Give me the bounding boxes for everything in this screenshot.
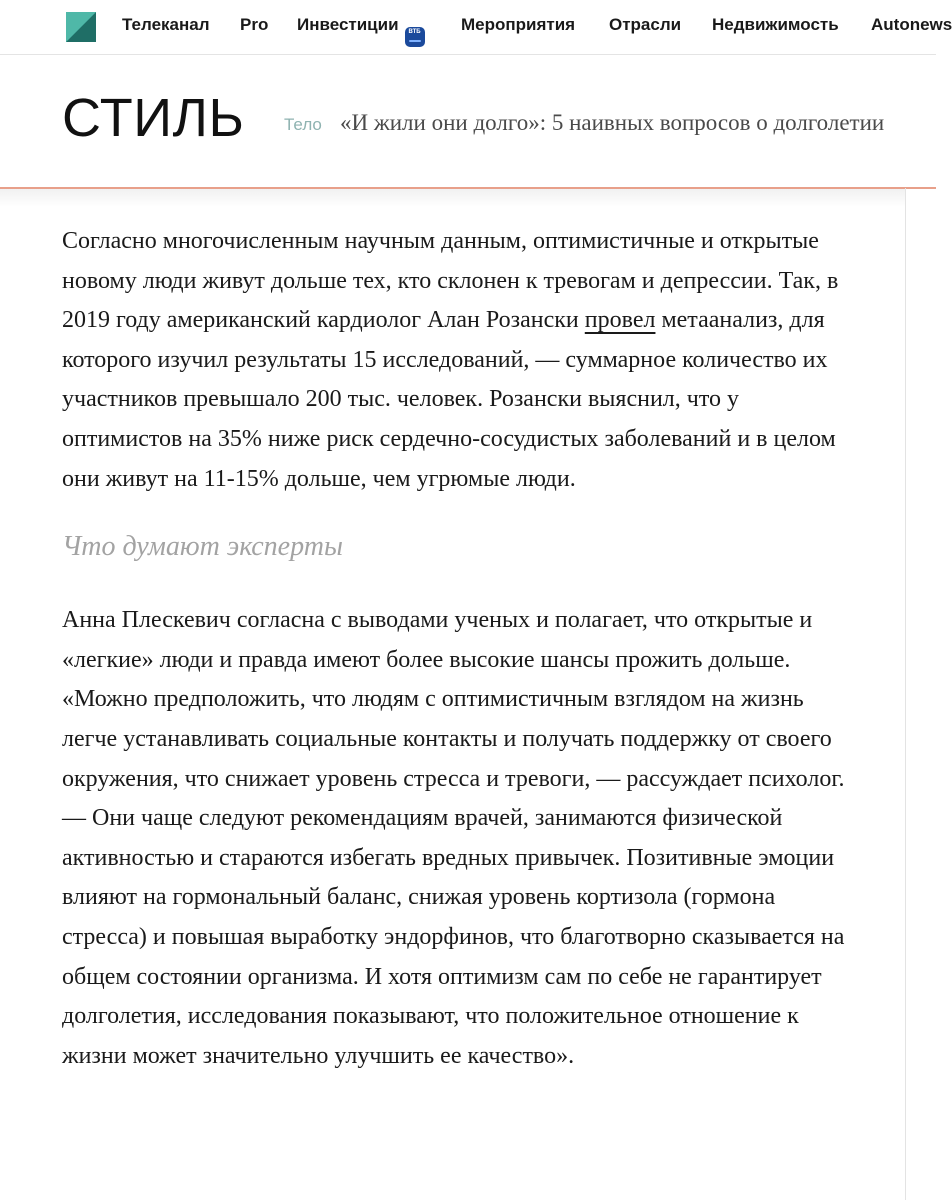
nav-item-autonews[interactable]: Autonews: [871, 15, 952, 34]
rbc-logo-icon[interactable]: [66, 12, 96, 42]
article-body: [62, 222, 862, 1076]
article-paragraph: Анна Плескевич согласна с выводами ученых и полагает, что открытые и «легкие» люди и правда имеют более высокие шансы прожить дольше. «Можно предположить, что людям с оптимистичным взглядом на жизнь легче устанавливать социальные контакты и получать поддержку от своего окружения, что снижает уровень стресса и тревоги, — рассуждает психолог. — Они чаще следуют рекомендациям врачей, занимаются физической активностью и стараются избегать вредных привычек. Позитивные эмоции влияют на гормональный баланс, снижая уровень кортизола (гормона стресса) и повышая выработку эндорфинов, что благотворно сказывается на общем состоянии организма. И хотя оптимизм сам по себе не гарантирует долголетия, исследования показывают, что положительное отношение к жизни может значительно улучшить ее качество».: [62, 607, 845, 1069]
section-header: [0, 55, 936, 189]
sidebar-divider: [905, 188, 906, 1200]
vtb-badge-icon: ВТБ: [405, 27, 425, 47]
breadcrumb-article-title[interactable]: «И жили они долго»: 5 наивных вопросов о долголетии: [340, 110, 885, 135]
nav-item-pro[interactable]: Pro: [240, 15, 269, 34]
nav-item-events[interactable]: Мероприятия: [461, 15, 576, 34]
header-shadow: [0, 189, 905, 207]
nav-item-investments[interactable]: [297, 15, 425, 47]
article-subheading: Что думают эксперты: [62, 531, 343, 563]
paragraph-text: метаанализ, для которого изучил результаты 15 исследований, — суммарное количество их участников превышало 200 тыс. человек. Розански выяснил, что у оптимистов на 35% ниже риск сердечно-сосудистых заболеваний и в целом они живут на 11-15% дольше, чем угрюмые люди.: [62, 307, 836, 492]
article-paragraph: [62, 222, 862, 499]
top-navigation: [0, 0, 952, 55]
nav-item-investments-label: Инвестиции: [297, 15, 399, 34]
section-title[interactable]: СТИЛЬ: [62, 88, 245, 148]
paragraph-text: Согласно многочисленным научным данным, оптимистичные и открытые новому люди живут дольше тех, кто склонен к тревогам и депрессии. Так, в 2019 году американский кардиолог Алан Розански: [62, 228, 839, 334]
nav-item-industries[interactable]: Отрасли: [609, 15, 682, 34]
nav-item-realty[interactable]: Недвижимость: [712, 15, 839, 34]
source-link[interactable]: провел: [584, 307, 656, 334]
breadcrumb-rubric[interactable]: Тело: [284, 115, 322, 134]
nav-item-tv[interactable]: Телеканал: [122, 15, 210, 34]
